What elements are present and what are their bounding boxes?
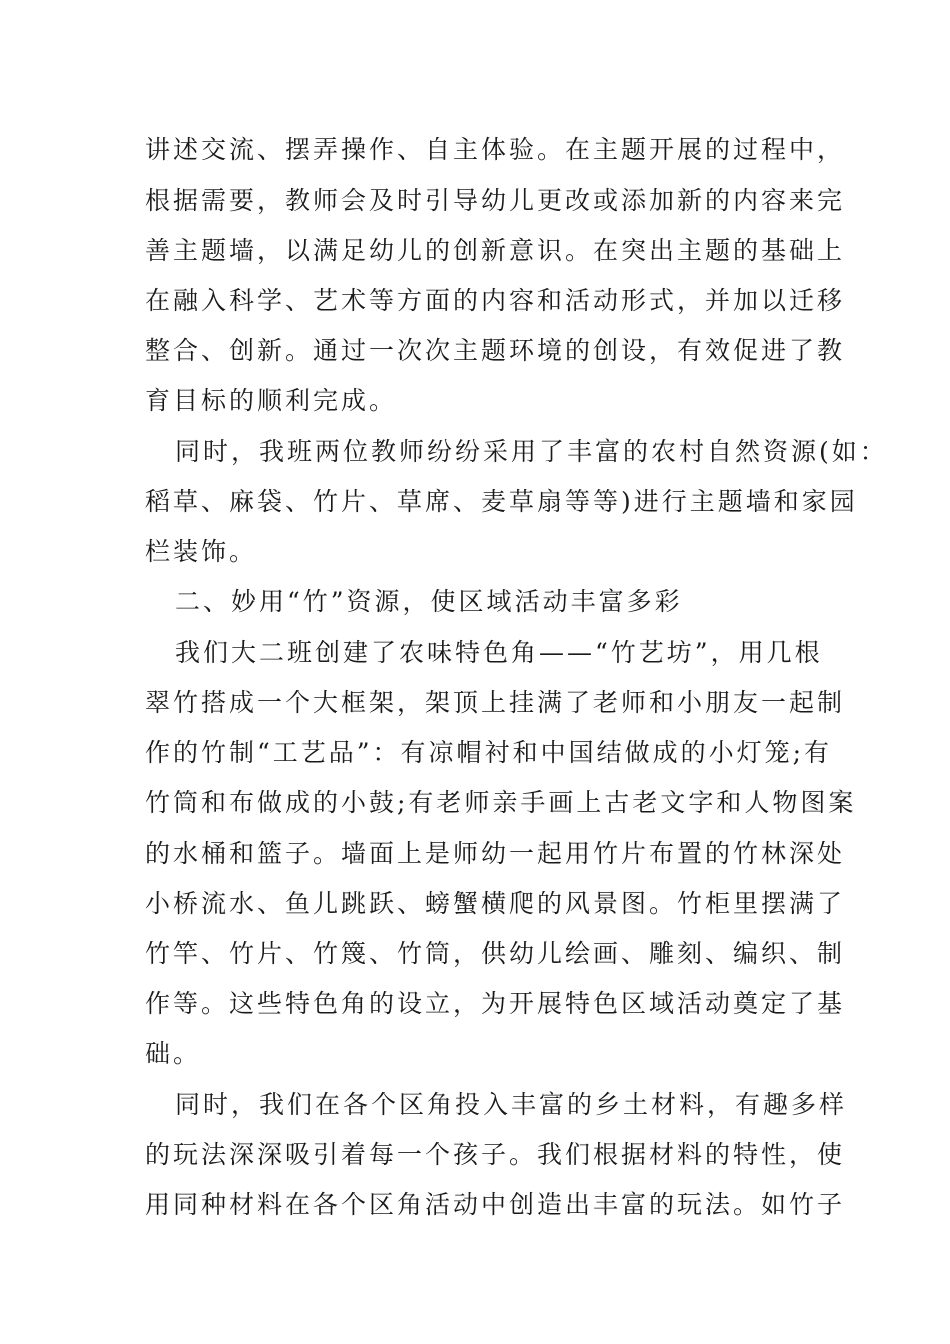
text-line: 稻草、麻袋、竹片、草席、麦草扇等等)进行主题墙和家园 — [145, 487, 858, 516]
text-line: 栏装饰。 — [145, 537, 258, 566]
text-line: 用同种材料在各个区角活动中创造出丰富的玩法。如竹子 — [145, 1190, 846, 1219]
text-line: 讲述交流、摆弄操作、自主体验。在主题开展的过程中， — [145, 135, 846, 164]
paragraph-first-line: 我们大二班创建了农味特色角——“竹艺坊”，用几根 — [175, 638, 823, 667]
paragraph-first-line: 同时，我班两位教师纷纷采用了丰富的农村自然资源(如： — [175, 437, 888, 466]
text-line: 的玩法深深吸引着每一个孩子。我们根据材料的特性，使 — [145, 1140, 846, 1169]
text-line: 础。 — [145, 1039, 202, 1068]
paragraph-first-line: 同时，我们在各个区角投入丰富的乡土材料，有趣多样 — [175, 1090, 848, 1119]
text-line: 作等。这些特色角的设立，为开展特色区域活动奠定了基 — [145, 989, 846, 1018]
section-heading: 二、妙用“竹”资源，使区域活动丰富多彩 — [175, 587, 683, 616]
text-line: 翠竹搭成一个大框架，架顶上挂满了老师和小朋友一起制 — [145, 688, 846, 717]
text-line: 善主题墙，以满足幼儿的创新意识。在突出主题的基础上 — [145, 236, 846, 265]
text-line: 整合、创新。通过一次次主题环境的创设，有效促进了教 — [145, 336, 846, 365]
text-line: 竹竿、竹片、竹篾、竹筒，供幼儿绘画、雕刻、编织、制 — [145, 939, 846, 968]
text-line: 竹筒和布做成的小鼓;有老师亲手画上古老文字和人物图案 — [145, 788, 857, 817]
text-line: 作的竹制“工艺品”：有凉帽衬和中国结做成的小灯笼;有 — [145, 738, 832, 767]
text-line: 根据需要，教师会及时引导幼儿更改或添加新的内容来完 — [145, 186, 846, 215]
text-line: 小桥流水、鱼儿跳跃、螃蟹横爬的风景图。竹柜里摆满了 — [145, 889, 846, 918]
text-line: 的水桶和篮子。墙面上是师幼一起用竹片布置的竹林深处 — [145, 839, 846, 868]
text-line: 在融入科学、艺术等方面的内容和活动形式，并加以迁移 — [145, 286, 846, 315]
text-line: 育目标的顺利完成。 — [145, 386, 398, 415]
